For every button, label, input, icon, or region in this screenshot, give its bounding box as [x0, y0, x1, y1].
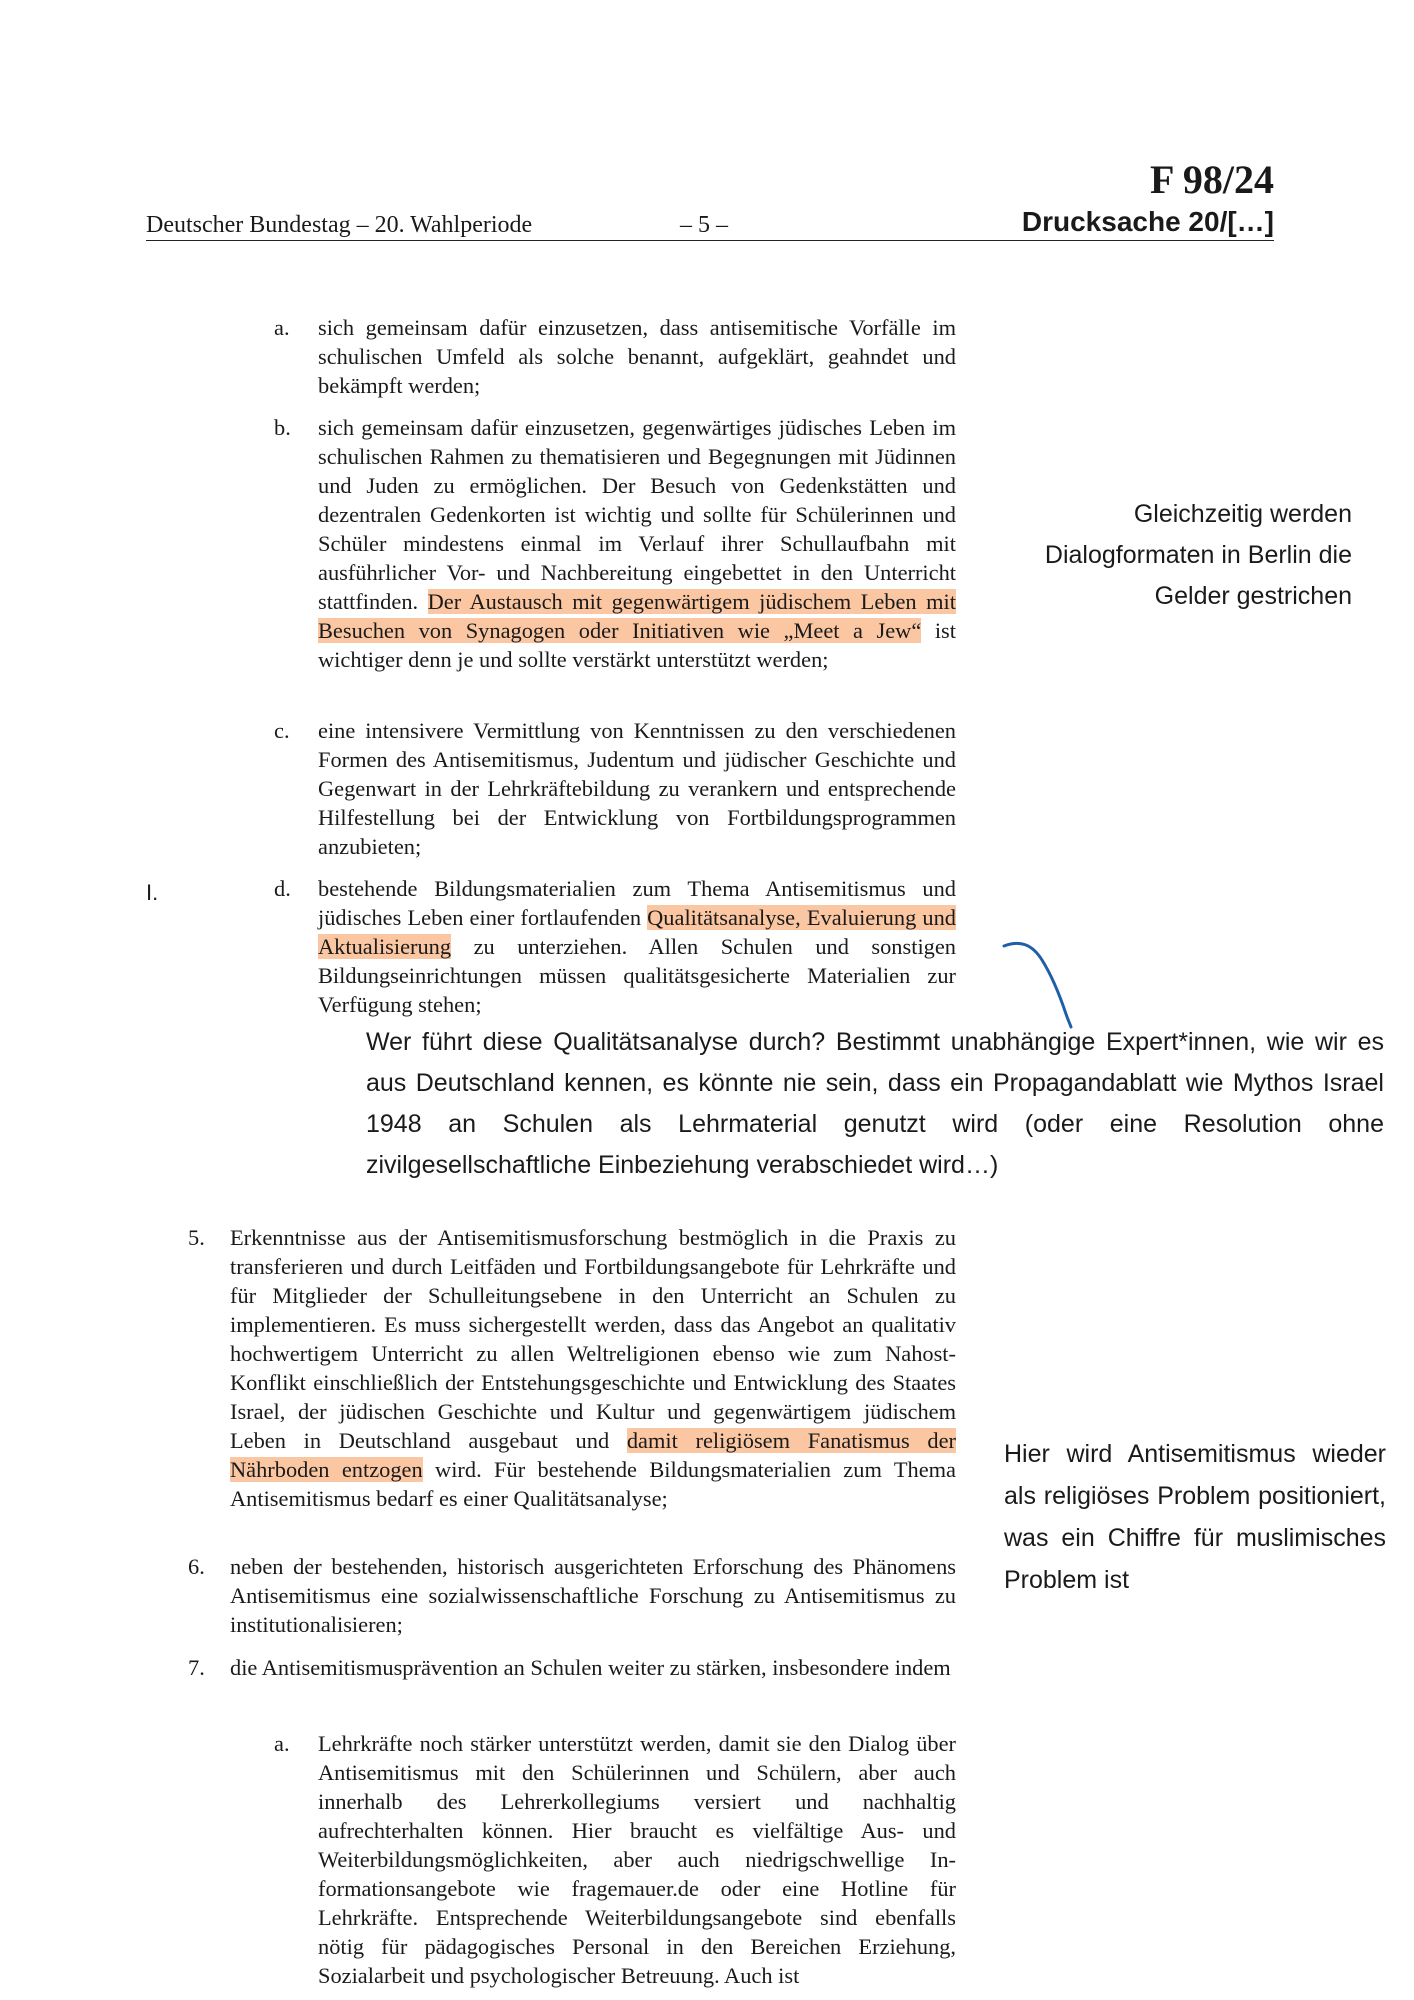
text-segment: wird. Für bestehende Bildungsmaterialien zum Thema Antisemitismus bedarf es einer Qualitätsanalyse; — [230, 1457, 956, 1511]
header-page-number: – 5 – — [680, 212, 728, 238]
list-item-text — [230, 1223, 956, 1513]
list-item-c — [274, 716, 956, 861]
list-marker: 5. — [188, 1225, 205, 1250]
pen-stroke-arrow — [1000, 930, 1090, 1030]
text-segment: ist wichtiger denn je und sollte verstärkt unterstützt werden; — [318, 618, 956, 672]
text-segment: Erkenntnisse aus der Antisemitismusforschung bestmöglich in die Praxis zu transferieren und durch Leitfäden und Fortbildungsangebote für Lehrkräfte und für Mitglieder der Schulleitungsebene in den Unterricht an Schulen zu implementieren. Es muss sichergestellt werden, dass das Angebot an qualitativ hochwertigem Unterricht zu allen Weltreligionen ebenso wie zum Nahost-Konflikt einschließlich der Entstehungsgeschichte und Entwicklung des Staates Israel, der jüdischen Geschichte und Kultur und gegenwärtigem jüdischem Leben in Deutschland ausgebaut und — [230, 1225, 956, 1453]
list-item-b — [274, 413, 956, 674]
list-item-text — [318, 413, 956, 674]
list-marker: d. — [274, 876, 291, 901]
list-marker: 6. — [188, 1554, 205, 1579]
annotation-note-funding: Gleichzeitig werden Dialogformaten in Berlin die Gelder gestrichen — [1044, 500, 1352, 610]
header-drucksache-label: Drucksache 20/[…] — [1021, 206, 1274, 237]
header-parliament-label: Deutscher Bundestag – 20. Wahlperiode — [146, 212, 533, 238]
highlighted-passage: Qualitätsanalyse, Evaluierung und Aktualisierung — [318, 905, 956, 959]
list-marker: a. — [274, 1731, 290, 1756]
list-item-6 — [188, 1552, 956, 1639]
list-item-5 — [188, 1223, 956, 1513]
annotation-note-quality-analysis: Wer führt diese Qualitätsanalyse durch? Bestimmt unabhängige Expert*innen, wie wir es aus Deutschland kennen, es könnte nie sein, dass ein Propagandablatt wie Mythos Israel 1948 an Schulen als Lehrmaterial genutzt wird (oder eine Resolution ohne zivilgesellschaftliche Einbeziehung verabschiedet wird…) — [366, 1028, 1384, 1179]
header-rule — [146, 240, 1274, 241]
highlighted-passage: damit religiösem Fanatismus der Nährboden entzogen — [230, 1428, 956, 1482]
list-marker: a. — [274, 315, 290, 340]
highlighted-passage: Der Austausch mit gegenwärtigem jüdischem Leben mit Besuchen von Synagogen oder Initiativen wie „Meet a Jew“ — [318, 589, 956, 643]
list-marker: 7. — [188, 1655, 205, 1680]
list-marker: b. — [274, 415, 291, 440]
list-item-7 — [188, 1653, 956, 1682]
list-item-text — [318, 874, 956, 1019]
text-segment: zu unterziehen. Allen Schulen und sonstigen Bildungseinrichtungen müssen qualitätsgesicherte Materialien zur Verfügung stehen; — [318, 934, 956, 1017]
list-item-text: neben der bestehenden, historisch ausgerichteten Erforschung des Phänomens Antisemitismus eine sozialwissenschaftliche Forschung zu Antisemitismus zu institutionalisieren; — [230, 1554, 956, 1637]
list-item-a — [274, 313, 956, 400]
annotation-note-religion: Hier wird Antisemitismus wieder als religiöses Problem positioniert, was ein Chiffre für muslimisches Problem ist — [1004, 1440, 1386, 1594]
list-marker: c. — [274, 718, 290, 743]
text-segment: bestehende Bildungsmaterialien zum Thema Antisemitismus und jüdisches Leben einer fortlaufenden — [318, 876, 956, 930]
document-code: F 98/24 — [1149, 157, 1274, 202]
list-item-text: eine intensivere Vermittlung von Kenntnissen zu den verschiedenen Formen des Antisemitismus, Judentum und jüdischer Geschichte und Gegenwart in der Lehrkräftebildung zu verankern und entsprechende Hilfestellung bei der Entwicklung von Fortbildungsprogrammen anzubieten; — [318, 718, 956, 859]
list-item-d — [274, 874, 956, 1019]
list-item-text: Lehrkräfte noch stärker unterstützt werden, damit sie den Dialog über Antisemitismus mit den Schülerinnen und Schülern, aber auch innerhalb des Lehrerkollegiums versiert und nachhaltig aufrechterhalten können. Hier braucht es vielfältige Aus- und Weiterbildungsmöglichkeiten, aber auch niedrigschwellige Informationsangebote wie fragemauer.de oder eine Hotline für Lehrkräfte. Entsprechende Weiterbildungsangebote sind ebenfalls nötig für pädagogisches Personal in den Bereichen Erziehung, Sozialarbeit und psychologischer Betreuung. Auch ist — [318, 1731, 956, 1988]
text-segment: sich gemeinsam dafür einzusetzen, gegenwärtiges jüdisches Leben im schulischen Rahmen zu thematisieren und Begegnungen mit Jüdinnen und Juden zu ermöglichen. Der Besuch von Gedenkstätten und dezentralen Gedenkorten ist wichtig und sollte für Schülerinnen und Schüler mindestens einmal im Verlauf ihrer Schullaufbahn mit ausführlicher Vor- und Nachbereitung eingebettet in den Unterricht stattfinden. — [318, 415, 956, 614]
margin-mark: I. — [146, 880, 159, 905]
list-item-text: die Antisemitismusprävention an Schulen weiter zu stärken, insbesondere indem — [230, 1655, 951, 1680]
list-item-text: sich gemeinsam dafür einzusetzen, dass antisemitische Vorfälle im schulischen Umfeld als solche benannt, aufgeklärt, geahndet und bekämpft werden; — [318, 315, 956, 398]
list-item-7a — [274, 1729, 956, 1990]
